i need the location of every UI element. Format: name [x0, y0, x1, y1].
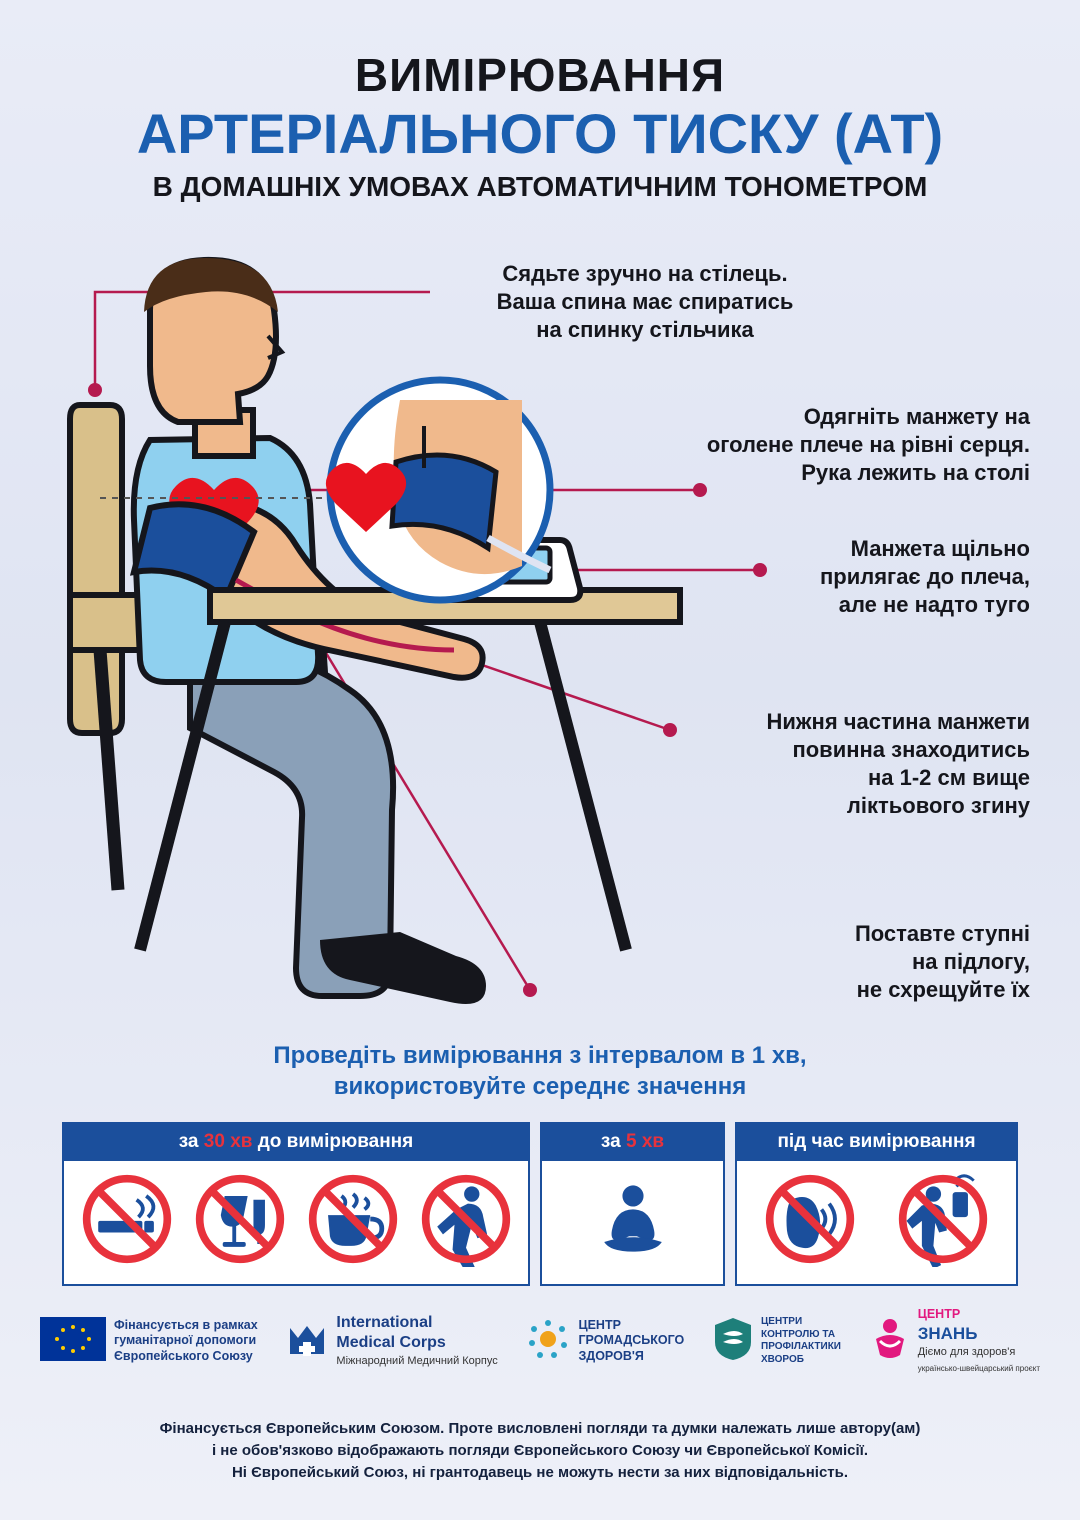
phc-logo-icon	[526, 1317, 570, 1366]
logo-znan-sub: Діємо для здоров'я	[917, 1345, 1016, 1358]
callout-cuff-position-line4: ліктьового згину	[846, 793, 1030, 819]
callout-cuff-shoulder-line2: оголене плече на рівні серця.	[706, 432, 1030, 458]
callout-chair-line2: Ваша спина має спиратись	[496, 289, 794, 315]
poster-header	[0, 0, 1080, 203]
logo-znan-line1: ЦЕНТР	[917, 1306, 961, 1321]
cuff-zoom-circle	[326, 380, 550, 600]
no-coffee-icon	[305, 1171, 401, 1272]
panel-before-30-title-accent: 30 хв	[203, 1131, 253, 1152]
logo-znan-sub2: українсько-швейцарський проєкт	[917, 1363, 1040, 1373]
logo-phc-text	[578, 1318, 684, 1365]
no-exercise-icon	[418, 1171, 514, 1272]
panel-before-30-title	[64, 1124, 528, 1161]
disclaimer-line1: Фінансується Європейським Союзом. Проте висловлені погляди та думки належать лише автору(ам)	[159, 1420, 921, 1437]
page-title-line2: АРТЕРІАЛЬНОГО ТИСКУ (АТ)	[136, 102, 944, 165]
panel-before-5-title-accent: 5 хв	[625, 1131, 665, 1152]
callout-chair	[455, 260, 835, 344]
znan-logo-icon	[870, 1317, 910, 1366]
logo-eu-line3: Європейського Союзу	[114, 1348, 253, 1363]
logo-strip	[40, 1298, 1040, 1384]
panel-before-5-title-pre: за	[600, 1131, 626, 1152]
panel-during-icons	[737, 1161, 1016, 1284]
logo-cdc-line1: ЦЕНТРИ	[761, 1316, 803, 1327]
callout-cuff-shoulder-line3: Рука лежить на столі	[801, 460, 1030, 486]
eu-flag-icon	[40, 1317, 106, 1366]
logo-imc-line1: International	[336, 1314, 433, 1332]
logo-eu-text	[114, 1318, 258, 1365]
callout-feet	[660, 920, 1030, 1004]
shield-logo-icon	[713, 1316, 753, 1367]
logo-cdc-line2: КОНТРОЛЮ ТА	[761, 1328, 836, 1340]
callout-cuff-position-line2: повинна знаходитись	[792, 737, 1030, 763]
page-title-line1: ВИМІРЮВАННЯ	[354, 49, 726, 101]
no-alcohol-icon	[192, 1171, 288, 1272]
imc-logo-icon	[286, 1318, 328, 1365]
callout-cuff-tight-line2: прилягає до плеча,	[819, 564, 1030, 590]
logo-znan	[870, 1307, 1040, 1375]
logo-phc-line2: ГРОМАДСЬКОГО	[578, 1333, 685, 1348]
logo-cdc-line4: ХВОРОБ	[761, 1353, 804, 1365]
no-talking-icon	[762, 1171, 858, 1272]
logo-eu-line1: Фінансується в рамках	[114, 1317, 258, 1332]
logo-eu-line2: гуманітарної допомоги	[114, 1333, 257, 1348]
logo-cdc-text	[761, 1316, 841, 1366]
disclaimer-line2: і не обов'язково відображають погляди Європейського Союзу чи Європейської Комісії.	[211, 1441, 869, 1459]
no-smoking-icon	[79, 1171, 175, 1272]
panel-before-30	[62, 1122, 530, 1286]
interval-banner-line2: використовуйте середнє значення	[333, 1073, 747, 1101]
panel-during	[735, 1122, 1018, 1286]
callout-cuff-shoulder-line1: Одягніть манжету на	[803, 404, 1030, 429]
callout-cuff-position-line3: на 1-2 см вище	[867, 765, 1030, 791]
panel-before-5	[540, 1122, 725, 1286]
callout-cuff-tight-line3: але не надто туго	[838, 592, 1030, 618]
disclaimer-line3: Ні Європейський Союз, ні грантодавець не можуть нести за них відповідальність.	[231, 1463, 849, 1481]
panel-before-5-icons	[542, 1161, 723, 1284]
panel-during-title	[737, 1124, 1016, 1161]
no-phone-icon	[895, 1171, 991, 1272]
logo-znan-text	[918, 1307, 1040, 1375]
logo-imc-sub: Міжнародний Медичний Корпус	[336, 1355, 498, 1368]
interval-banner	[0, 1040, 1080, 1102]
callout-cuff-tight-line1: Манжета щільно	[850, 536, 1030, 561]
restriction-panels	[62, 1122, 1018, 1286]
callout-feet-line1: Поставте ступні	[854, 921, 1030, 946]
callout-cuff-position	[620, 708, 1030, 821]
interval-banner-line1: Проведіть вимірювання з інтервалом в 1 хв,	[273, 1042, 807, 1069]
logo-cdc-line3: ПРОФІЛАКТИКИ	[761, 1341, 841, 1352]
panel-before-30-title-pre: за	[178, 1131, 204, 1152]
rest-meditation-icon	[585, 1171, 681, 1272]
panel-before-30-icons	[64, 1161, 528, 1284]
callout-feet-line2: на підлогу,	[912, 949, 1030, 975]
callout-chair-line1: Сядьте зручно на стілець.	[502, 261, 788, 286]
logo-znan-line2: ЗНАНЬ	[917, 1323, 978, 1343]
disclaimer	[60, 1418, 1020, 1483]
callout-cuff-position-line1: Нижня частина манжети	[766, 709, 1030, 734]
logo-phc-line3: ЗДОРОВ'Я	[578, 1348, 644, 1363]
logo-imc-text	[336, 1313, 497, 1369]
logo-eu	[40, 1317, 258, 1366]
callout-feet-line3: не схрещуйте їх	[856, 977, 1030, 1003]
callout-chair-line3: на спинку стільчика	[536, 317, 754, 343]
callout-cuff-shoulder	[600, 403, 1030, 487]
logo-imc-line2: Medical Corps	[336, 1334, 446, 1352]
logo-phc-line1: ЦЕНТР	[578, 1317, 621, 1332]
logo-imc	[286, 1313, 497, 1369]
logo-phc	[526, 1317, 684, 1366]
callout-cuff-tight	[640, 535, 1030, 619]
page-title-line3: В ДОМАШНІХ УМОВАХ АВТОМАТИЧНИМ ТОНОМЕТРОМ	[152, 171, 928, 203]
panel-before-5-title	[542, 1124, 723, 1161]
logo-cdc	[713, 1316, 841, 1367]
panel-during-title-text: під час вимірювання	[777, 1131, 976, 1152]
panel-before-30-title-post: до вимірювання	[252, 1131, 414, 1152]
